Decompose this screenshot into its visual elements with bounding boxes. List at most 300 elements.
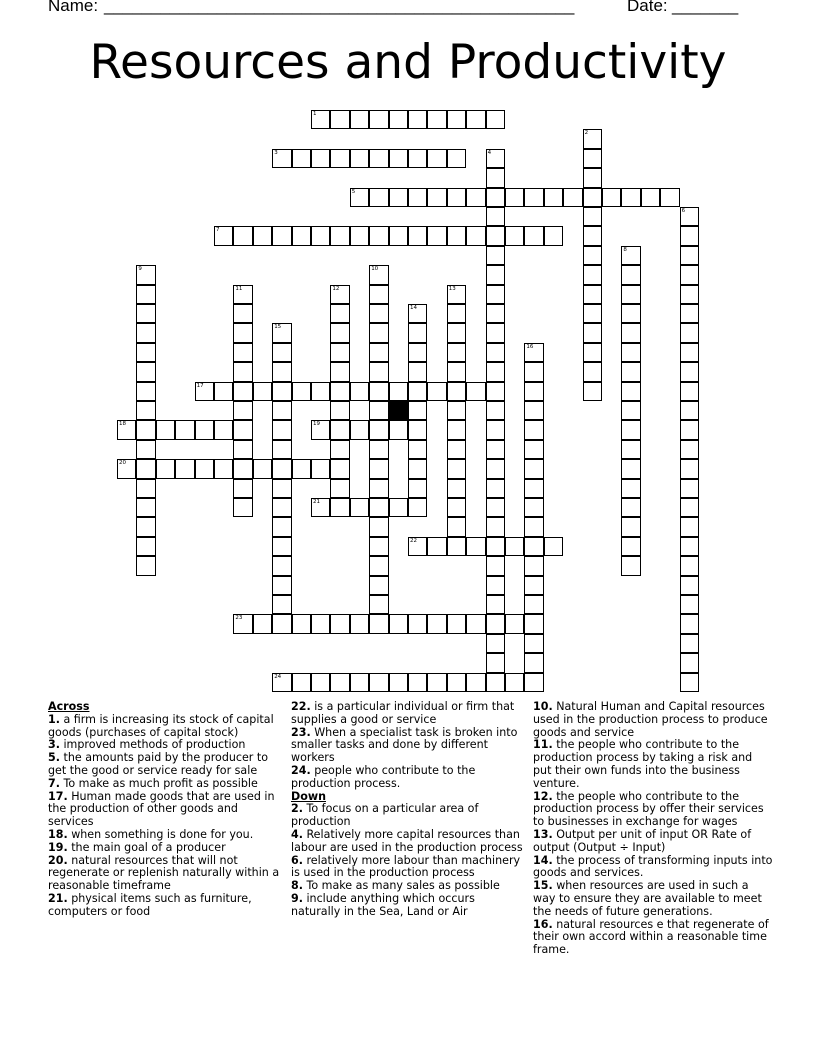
- grid-cell[interactable]: [350, 382, 369, 401]
- grid-cell[interactable]: [233, 440, 252, 459]
- grid-cell[interactable]: [466, 226, 485, 245]
- grid-cell[interactable]: [466, 110, 485, 129]
- grid-cell[interactable]: [408, 420, 427, 439]
- grid-cell[interactable]: [272, 556, 291, 575]
- grid-cell[interactable]: [272, 498, 291, 517]
- grid-cell[interactable]: [369, 343, 388, 362]
- grid-cell[interactable]: [621, 323, 640, 342]
- grid-cell[interactable]: [369, 149, 388, 168]
- grid-cell[interactable]: [427, 149, 446, 168]
- grid-cell[interactable]: [272, 614, 291, 633]
- grid-cell[interactable]: [447, 614, 466, 633]
- grid-cell[interactable]: [524, 362, 543, 381]
- grid-cell[interactable]: [486, 382, 505, 401]
- grid-cell[interactable]: [563, 188, 582, 207]
- grid-cell[interactable]: [486, 362, 505, 381]
- grid-cell[interactable]: [233, 614, 252, 633]
- grid-cell[interactable]: [486, 479, 505, 498]
- grid-cell[interactable]: [680, 595, 699, 614]
- grid-cell[interactable]: [408, 401, 427, 420]
- grid-cell[interactable]: [369, 420, 388, 439]
- grid-cell[interactable]: [136, 323, 155, 342]
- grid-cell[interactable]: [583, 207, 602, 226]
- grid-cell[interactable]: [136, 556, 155, 575]
- grid-cell[interactable]: [272, 343, 291, 362]
- grid-cell[interactable]: [350, 226, 369, 245]
- grid-cell[interactable]: [195, 382, 214, 401]
- grid-cell[interactable]: [369, 323, 388, 342]
- grid-cell[interactable]: [505, 537, 524, 556]
- grid-cell[interactable]: [583, 285, 602, 304]
- grid-cell[interactable]: [486, 285, 505, 304]
- grid-cell[interactable]: [486, 459, 505, 478]
- grid-cell[interactable]: [680, 459, 699, 478]
- grid-cell[interactable]: [330, 323, 349, 342]
- grid-cell[interactable]: [330, 479, 349, 498]
- grid-cell[interactable]: [524, 440, 543, 459]
- grid-cell[interactable]: [369, 440, 388, 459]
- grid-cell[interactable]: [680, 323, 699, 342]
- grid-cell[interactable]: [524, 498, 543, 517]
- grid-cell[interactable]: [583, 343, 602, 362]
- grid-cell[interactable]: [389, 498, 408, 517]
- grid-cell[interactable]: [369, 595, 388, 614]
- grid-cell[interactable]: [486, 614, 505, 633]
- grid-cell[interactable]: [233, 226, 252, 245]
- grid-cell[interactable]: [524, 188, 543, 207]
- grid-cell[interactable]: [350, 614, 369, 633]
- grid-cell[interactable]: [330, 420, 349, 439]
- grid-cell[interactable]: [680, 673, 699, 692]
- grid-cell[interactable]: [389, 614, 408, 633]
- grid-cell[interactable]: [330, 285, 349, 304]
- grid-cell[interactable]: [583, 246, 602, 265]
- grid-cell[interactable]: [641, 188, 660, 207]
- grid-cell[interactable]: [330, 459, 349, 478]
- grid-cell[interactable]: [136, 382, 155, 401]
- grid-cell[interactable]: [583, 129, 602, 148]
- grid-cell[interactable]: [408, 614, 427, 633]
- grid-cell[interactable]: [486, 110, 505, 129]
- grid-cell[interactable]: [486, 556, 505, 575]
- grid-cell[interactable]: [680, 343, 699, 362]
- grid-cell[interactable]: [369, 226, 388, 245]
- grid-cell[interactable]: [447, 479, 466, 498]
- grid-cell[interactable]: [680, 382, 699, 401]
- grid-cell[interactable]: [369, 401, 388, 420]
- grid-cell[interactable]: [447, 304, 466, 323]
- grid-cell[interactable]: [408, 498, 427, 517]
- grid-cell[interactable]: [136, 517, 155, 536]
- grid-cell[interactable]: [408, 673, 427, 692]
- grid-cell[interactable]: [369, 537, 388, 556]
- grid-cell[interactable]: [408, 479, 427, 498]
- grid-cell[interactable]: [292, 459, 311, 478]
- grid-cell[interactable]: [311, 110, 330, 129]
- grid-cell[interactable]: [583, 265, 602, 284]
- grid-cell[interactable]: [621, 517, 640, 536]
- grid-cell[interactable]: [369, 459, 388, 478]
- grid-cell[interactable]: [389, 673, 408, 692]
- grid-cell[interactable]: [621, 343, 640, 362]
- grid-cell[interactable]: [486, 188, 505, 207]
- grid-cell[interactable]: [427, 673, 446, 692]
- grid-cell[interactable]: [136, 420, 155, 439]
- grid-cell[interactable]: [369, 517, 388, 536]
- grid-cell[interactable]: [583, 304, 602, 323]
- grid-cell[interactable]: [602, 188, 621, 207]
- grid-cell[interactable]: [621, 246, 640, 265]
- grid-cell[interactable]: [233, 459, 252, 478]
- grid-cell[interactable]: [680, 614, 699, 633]
- grid-cell[interactable]: [253, 382, 272, 401]
- grid-cell[interactable]: [486, 634, 505, 653]
- grid-cell[interactable]: [350, 149, 369, 168]
- grid-cell[interactable]: [680, 246, 699, 265]
- grid-cell[interactable]: [524, 517, 543, 536]
- grid-cell[interactable]: [233, 479, 252, 498]
- grid-cell[interactable]: [427, 614, 446, 633]
- grid-cell[interactable]: [524, 382, 543, 401]
- grid-cell[interactable]: [369, 362, 388, 381]
- grid-cell[interactable]: [330, 498, 349, 517]
- grid-cell[interactable]: [524, 556, 543, 575]
- grid-cell[interactable]: [680, 401, 699, 420]
- grid-cell[interactable]: [408, 226, 427, 245]
- grid-cell[interactable]: [311, 420, 330, 439]
- grid-cell[interactable]: [272, 401, 291, 420]
- grid-cell[interactable]: [466, 673, 485, 692]
- grid-cell[interactable]: [369, 556, 388, 575]
- grid-cell[interactable]: [233, 323, 252, 342]
- grid-cell[interactable]: [350, 420, 369, 439]
- grid-cell[interactable]: [369, 110, 388, 129]
- grid-cell[interactable]: [408, 459, 427, 478]
- grid-cell[interactable]: [408, 440, 427, 459]
- grid-cell[interactable]: [389, 149, 408, 168]
- grid-cell[interactable]: [330, 614, 349, 633]
- grid-cell[interactable]: [272, 576, 291, 595]
- grid-cell[interactable]: [427, 226, 446, 245]
- grid-cell[interactable]: [505, 614, 524, 633]
- grid-cell[interactable]: [408, 382, 427, 401]
- grid-cell[interactable]: [621, 479, 640, 498]
- grid-cell[interactable]: [447, 673, 466, 692]
- grid-cell[interactable]: [524, 537, 543, 556]
- grid-cell[interactable]: [233, 498, 252, 517]
- grid-cell[interactable]: [621, 556, 640, 575]
- grid-cell[interactable]: [680, 207, 699, 226]
- grid-cell[interactable]: [350, 498, 369, 517]
- grid-cell[interactable]: [583, 226, 602, 245]
- grid-cell[interactable]: [583, 188, 602, 207]
- grid-cell[interactable]: [350, 188, 369, 207]
- grid-cell[interactable]: [272, 323, 291, 342]
- grid-cell[interactable]: [486, 265, 505, 284]
- grid-cell[interactable]: [272, 517, 291, 536]
- grid-cell[interactable]: [389, 110, 408, 129]
- grid-cell[interactable]: [136, 498, 155, 517]
- grid-cell[interactable]: [466, 188, 485, 207]
- grid-cell[interactable]: [486, 673, 505, 692]
- grid-cell[interactable]: [330, 440, 349, 459]
- grid-cell[interactable]: [330, 343, 349, 362]
- grid-cell[interactable]: [621, 420, 640, 439]
- grid-cell[interactable]: [272, 226, 291, 245]
- grid-cell[interactable]: [447, 420, 466, 439]
- grid-cell[interactable]: [233, 285, 252, 304]
- grid-cell[interactable]: [272, 382, 291, 401]
- grid-cell[interactable]: [583, 149, 602, 168]
- grid-cell[interactable]: [486, 168, 505, 187]
- grid-cell[interactable]: [175, 459, 194, 478]
- grid-cell[interactable]: [680, 362, 699, 381]
- grid-cell[interactable]: [253, 614, 272, 633]
- grid-cell[interactable]: [621, 304, 640, 323]
- grid-cell[interactable]: [486, 653, 505, 672]
- grid-cell[interactable]: [233, 343, 252, 362]
- grid-cell[interactable]: [136, 265, 155, 284]
- grid-cell[interactable]: [408, 362, 427, 381]
- date-line[interactable]: _______: [672, 0, 739, 15]
- grid-cell[interactable]: [408, 149, 427, 168]
- grid-cell[interactable]: [389, 420, 408, 439]
- grid-cell[interactable]: [680, 576, 699, 595]
- grid-cell[interactable]: [233, 382, 252, 401]
- grid-cell[interactable]: [136, 343, 155, 362]
- grid-cell[interactable]: [427, 382, 446, 401]
- grid-cell[interactable]: [330, 149, 349, 168]
- grid-cell[interactable]: [389, 382, 408, 401]
- grid-cell[interactable]: [680, 304, 699, 323]
- grid-cell[interactable]: [427, 110, 446, 129]
- grid-cell[interactable]: [524, 595, 543, 614]
- grid-cell[interactable]: [311, 149, 330, 168]
- grid-cell[interactable]: [427, 188, 446, 207]
- grid-cell[interactable]: [524, 479, 543, 498]
- grid-cell[interactable]: [369, 265, 388, 284]
- grid-cell[interactable]: [680, 479, 699, 498]
- grid-cell[interactable]: [272, 420, 291, 439]
- grid-cell[interactable]: [156, 459, 175, 478]
- grid-cell[interactable]: [680, 226, 699, 245]
- grid-cell[interactable]: [330, 304, 349, 323]
- grid-cell[interactable]: [330, 382, 349, 401]
- grid-cell[interactable]: [680, 556, 699, 575]
- grid-cell[interactable]: [680, 440, 699, 459]
- grid-cell[interactable]: [136, 285, 155, 304]
- grid-cell[interactable]: [369, 304, 388, 323]
- grid-cell[interactable]: [583, 168, 602, 187]
- grid-cell[interactable]: [447, 343, 466, 362]
- grid-cell[interactable]: [486, 576, 505, 595]
- grid-cell[interactable]: [447, 517, 466, 536]
- grid-cell[interactable]: [136, 304, 155, 323]
- grid-cell[interactable]: [621, 459, 640, 478]
- name-line[interactable]: __________________________________________________: [104, 0, 575, 15]
- grid-cell[interactable]: [447, 498, 466, 517]
- grid-cell[interactable]: [486, 595, 505, 614]
- grid-cell[interactable]: [292, 149, 311, 168]
- grid-cell[interactable]: [486, 323, 505, 342]
- grid-cell[interactable]: [486, 440, 505, 459]
- grid-cell[interactable]: [621, 401, 640, 420]
- grid-cell[interactable]: [621, 498, 640, 517]
- grid-cell[interactable]: [311, 614, 330, 633]
- grid-cell[interactable]: [524, 459, 543, 478]
- grid-cell[interactable]: [311, 498, 330, 517]
- grid-cell[interactable]: [369, 382, 388, 401]
- grid-cell[interactable]: [486, 498, 505, 517]
- grid-cell[interactable]: [486, 149, 505, 168]
- grid-cell[interactable]: [524, 420, 543, 439]
- grid-cell[interactable]: [272, 149, 291, 168]
- grid-cell[interactable]: [583, 382, 602, 401]
- grid-cell[interactable]: [447, 285, 466, 304]
- grid-cell[interactable]: [447, 149, 466, 168]
- grid-cell[interactable]: [466, 382, 485, 401]
- grid-cell[interactable]: [233, 304, 252, 323]
- grid-cell[interactable]: [621, 537, 640, 556]
- grid-cell[interactable]: [583, 362, 602, 381]
- grid-cell[interactable]: [408, 304, 427, 323]
- grid-cell[interactable]: [272, 537, 291, 556]
- grid-cell[interactable]: [136, 479, 155, 498]
- grid-cell[interactable]: [505, 188, 524, 207]
- grid-cell[interactable]: [272, 479, 291, 498]
- grid-cell[interactable]: [389, 226, 408, 245]
- grid-cell[interactable]: [253, 459, 272, 478]
- grid-cell[interactable]: [292, 673, 311, 692]
- grid-cell[interactable]: [272, 595, 291, 614]
- grid-cell[interactable]: [369, 498, 388, 517]
- grid-cell[interactable]: [447, 323, 466, 342]
- grid-cell[interactable]: [524, 634, 543, 653]
- grid-cell[interactable]: [330, 110, 349, 129]
- grid-cell[interactable]: [621, 382, 640, 401]
- grid-cell[interactable]: [214, 459, 233, 478]
- grid-cell[interactable]: [195, 420, 214, 439]
- grid-cell[interactable]: [505, 673, 524, 692]
- grid-cell[interactable]: [621, 188, 640, 207]
- grid-cell[interactable]: [680, 265, 699, 284]
- grid-cell[interactable]: [214, 382, 233, 401]
- grid-cell[interactable]: [621, 362, 640, 381]
- grid-cell[interactable]: [447, 226, 466, 245]
- grid-cell[interactable]: [272, 440, 291, 459]
- grid-cell[interactable]: [350, 110, 369, 129]
- grid-cell[interactable]: [427, 537, 446, 556]
- grid-cell[interactable]: [369, 576, 388, 595]
- grid-cell[interactable]: [117, 420, 136, 439]
- grid-cell[interactable]: [447, 440, 466, 459]
- grid-cell[interactable]: [272, 673, 291, 692]
- grid-cell[interactable]: [214, 226, 233, 245]
- grid-cell[interactable]: [408, 537, 427, 556]
- grid-cell[interactable]: [524, 576, 543, 595]
- grid-cell[interactable]: [195, 459, 214, 478]
- grid-cell[interactable]: [680, 634, 699, 653]
- grid-cell[interactable]: [369, 479, 388, 498]
- grid-cell[interactable]: [447, 188, 466, 207]
- grid-cell[interactable]: [350, 673, 369, 692]
- grid-cell[interactable]: [680, 517, 699, 536]
- grid-cell[interactable]: [292, 382, 311, 401]
- grid-cell[interactable]: [447, 382, 466, 401]
- grid-cell[interactable]: [408, 110, 427, 129]
- grid-cell[interactable]: [466, 614, 485, 633]
- grid-cell[interactable]: [272, 459, 291, 478]
- grid-cell[interactable]: [447, 459, 466, 478]
- grid-cell[interactable]: [680, 420, 699, 439]
- grid-cell[interactable]: [447, 401, 466, 420]
- grid-cell[interactable]: [544, 188, 563, 207]
- grid-cell[interactable]: [369, 188, 388, 207]
- grid-cell[interactable]: [621, 285, 640, 304]
- grid-cell[interactable]: [233, 420, 252, 439]
- grid-cell[interactable]: [233, 401, 252, 420]
- grid-cell[interactable]: [544, 537, 563, 556]
- grid-cell[interactable]: [330, 673, 349, 692]
- grid-cell[interactable]: [369, 285, 388, 304]
- grid-cell[interactable]: [486, 304, 505, 323]
- grid-cell[interactable]: [175, 420, 194, 439]
- grid-cell[interactable]: [136, 362, 155, 381]
- grid-cell[interactable]: [272, 362, 291, 381]
- grid-cell[interactable]: [680, 537, 699, 556]
- grid-cell[interactable]: [524, 673, 543, 692]
- grid-cell[interactable]: [330, 401, 349, 420]
- grid-cell[interactable]: [486, 420, 505, 439]
- grid-cell[interactable]: [447, 537, 466, 556]
- grid-cell[interactable]: [544, 226, 563, 245]
- grid-cell[interactable]: [486, 537, 505, 556]
- grid-cell[interactable]: [486, 343, 505, 362]
- grid-cell[interactable]: [447, 362, 466, 381]
- grid-cell[interactable]: [447, 110, 466, 129]
- grid-cell[interactable]: [117, 459, 136, 478]
- grid-cell[interactable]: [621, 440, 640, 459]
- grid-cell[interactable]: [233, 362, 252, 381]
- grid-cell[interactable]: [660, 188, 679, 207]
- grid-cell[interactable]: [136, 440, 155, 459]
- grid-cell[interactable]: [330, 362, 349, 381]
- grid-cell[interactable]: [330, 226, 349, 245]
- grid-cell[interactable]: [408, 323, 427, 342]
- grid-cell[interactable]: [369, 614, 388, 633]
- grid-cell[interactable]: [524, 614, 543, 633]
- grid-cell[interactable]: [466, 537, 485, 556]
- grid-cell[interactable]: [292, 614, 311, 633]
- grid-cell[interactable]: [311, 673, 330, 692]
- grid-cell[interactable]: [253, 226, 272, 245]
- grid-cell[interactable]: [486, 226, 505, 245]
- grid-cell[interactable]: [524, 226, 543, 245]
- grid-cell[interactable]: [486, 246, 505, 265]
- grid-cell[interactable]: [389, 188, 408, 207]
- grid-cell[interactable]: [156, 420, 175, 439]
- grid-cell[interactable]: [583, 323, 602, 342]
- grid-cell[interactable]: [311, 226, 330, 245]
- grid-cell[interactable]: [524, 653, 543, 672]
- grid-cell[interactable]: [486, 517, 505, 536]
- grid-cell[interactable]: [136, 537, 155, 556]
- grid-cell[interactable]: [311, 382, 330, 401]
- grid-cell[interactable]: [292, 226, 311, 245]
- grid-cell[interactable]: [680, 285, 699, 304]
- grid-cell[interactable]: [369, 673, 388, 692]
- grid-cell[interactable]: [408, 188, 427, 207]
